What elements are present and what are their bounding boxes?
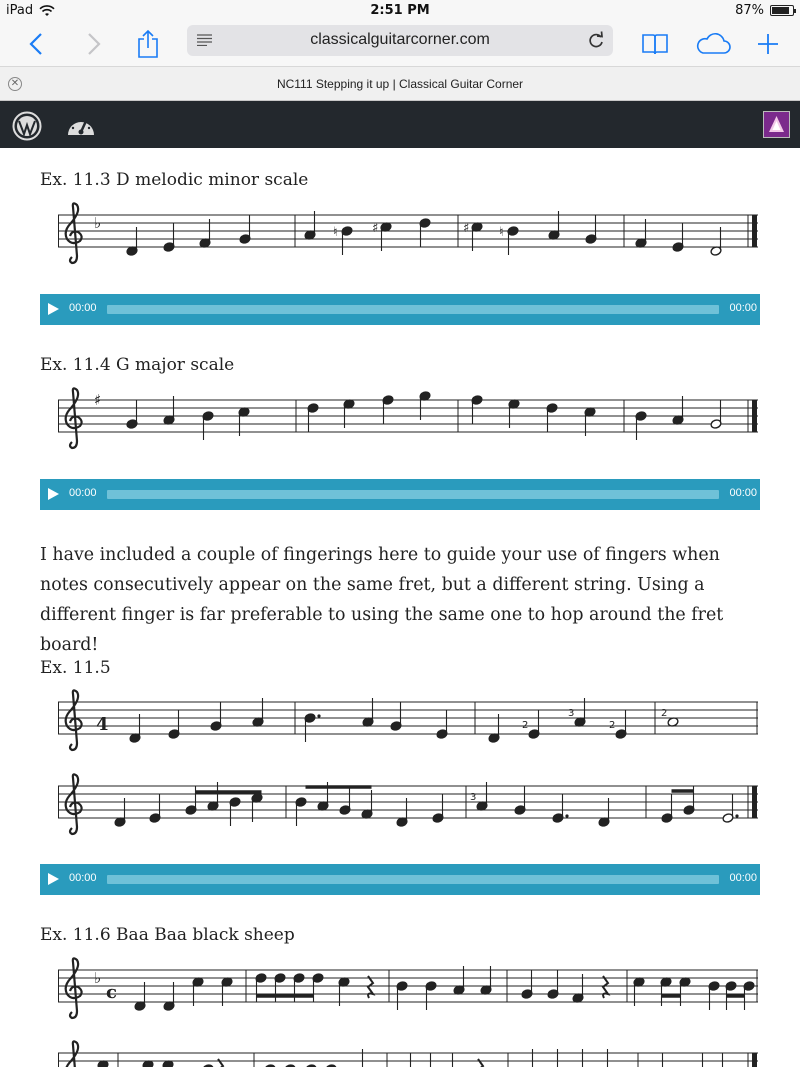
final-barline <box>752 786 757 818</box>
example-heading: Ex. 11.3 D melodic minor scale <box>40 170 309 190</box>
status-bar <box>0 0 800 22</box>
treble-clef-icon <box>66 1041 82 1067</box>
accidental: ♯ <box>372 221 379 236</box>
example-heading: Ex. 11.5 <box>40 658 111 678</box>
fingering-number: 2 <box>522 720 529 731</box>
treble-clef-icon <box>66 203 82 263</box>
tab-title[interactable]: NC111 Stepping it up | Classical Guitar Corner <box>276 77 524 91</box>
play-icon[interactable] <box>48 873 59 885</box>
accidental: ♮ <box>333 225 338 240</box>
device-label: iPad <box>6 3 34 18</box>
time-signature: c <box>106 982 117 1003</box>
example-heading: Ex. 11.4 G major scale <box>40 355 235 375</box>
admin-bar <box>0 101 800 148</box>
fingering-number: 2 <box>609 720 616 731</box>
battery-icon <box>770 5 794 16</box>
treble-clef-icon <box>66 958 82 1018</box>
avatar[interactable] <box>763 111 790 138</box>
duration: 00:00 <box>729 302 757 314</box>
sheet-music-ex-11-5-line-2 <box>58 772 760 836</box>
browser-toolbar <box>0 22 800 66</box>
progress-rail[interactable] <box>107 305 719 314</box>
battery-percent: 87% <box>735 3 764 18</box>
share-icon[interactable] <box>130 26 166 62</box>
treble-clef-icon <box>66 774 82 834</box>
sheet-music-ex-11-4 <box>58 386 760 450</box>
wordpress-icon[interactable] <box>12 111 42 141</box>
fingering-number: 2 <box>661 708 668 719</box>
duration: 00:00 <box>729 487 757 499</box>
flat-sign: ♭ <box>94 969 102 987</box>
back-icon[interactable] <box>18 26 54 62</box>
body-paragraph: I have included a couple of fingerings here to guide your use of fingers when notes consecutively appear on the same fret, but a different string. Using a different finger is far preferable to using the same one to hop around the fret board! <box>40 545 724 655</box>
address-bar[interactable] <box>187 25 613 56</box>
sharp-sign: ♯ <box>94 391 102 409</box>
clock: 2:51 PM <box>370 3 430 18</box>
rest-icon <box>218 1059 223 1067</box>
treble-clef-icon <box>66 388 82 448</box>
current-time: 00:00 <box>69 872 97 884</box>
reload-icon[interactable] <box>587 30 605 50</box>
play-icon[interactable] <box>48 488 59 500</box>
new-tab-icon[interactable] <box>750 26 786 62</box>
duration: 00:00 <box>729 872 757 884</box>
final-barline <box>752 1053 757 1067</box>
progress-rail[interactable] <box>107 490 719 499</box>
treble-clef-icon <box>66 690 82 750</box>
dashboard-icon[interactable] <box>66 111 96 141</box>
current-time: 00:00 <box>69 302 97 314</box>
play-icon[interactable] <box>48 303 59 315</box>
note-dot <box>735 814 738 817</box>
note-dot <box>317 714 320 717</box>
tab-bar <box>0 66 800 101</box>
sheet-music-ex-11-6-line-1 <box>58 956 760 1020</box>
accidental: ♯ <box>463 221 470 236</box>
close-tab-icon[interactable]: ✕ <box>8 77 22 91</box>
example-heading: Ex. 11.6 Baa Baa black sheep <box>40 925 295 945</box>
icloud-tabs-icon[interactable] <box>692 26 734 62</box>
rest-icon <box>368 976 373 998</box>
final-barline <box>752 400 757 432</box>
fingering-number: 3 <box>470 792 477 803</box>
rest-icon <box>603 976 608 998</box>
audio-player[interactable] <box>40 864 760 895</box>
fingering-number: 3 <box>568 708 575 719</box>
accidental: ♮ <box>499 225 504 240</box>
audio-player[interactable] <box>40 294 760 325</box>
note-dot <box>565 814 568 817</box>
url-text: classicalguitarcorner.com <box>310 31 490 48</box>
progress-rail[interactable] <box>107 875 719 884</box>
flat-sign: ♭ <box>94 214 102 232</box>
forward-icon[interactable] <box>76 26 112 62</box>
sheet-music-ex-11-3 <box>58 201 760 265</box>
current-time: 00:00 <box>69 487 97 499</box>
rest-icon <box>478 1059 483 1067</box>
audio-player[interactable] <box>40 479 760 510</box>
time-signature: 4 <box>96 714 109 735</box>
bookmarks-icon[interactable] <box>637 26 673 62</box>
sheet-music-ex-11-6-line-2 <box>58 1039 760 1067</box>
final-barline <box>752 215 757 247</box>
sheet-music-ex-11-5-line-1 <box>58 688 760 752</box>
